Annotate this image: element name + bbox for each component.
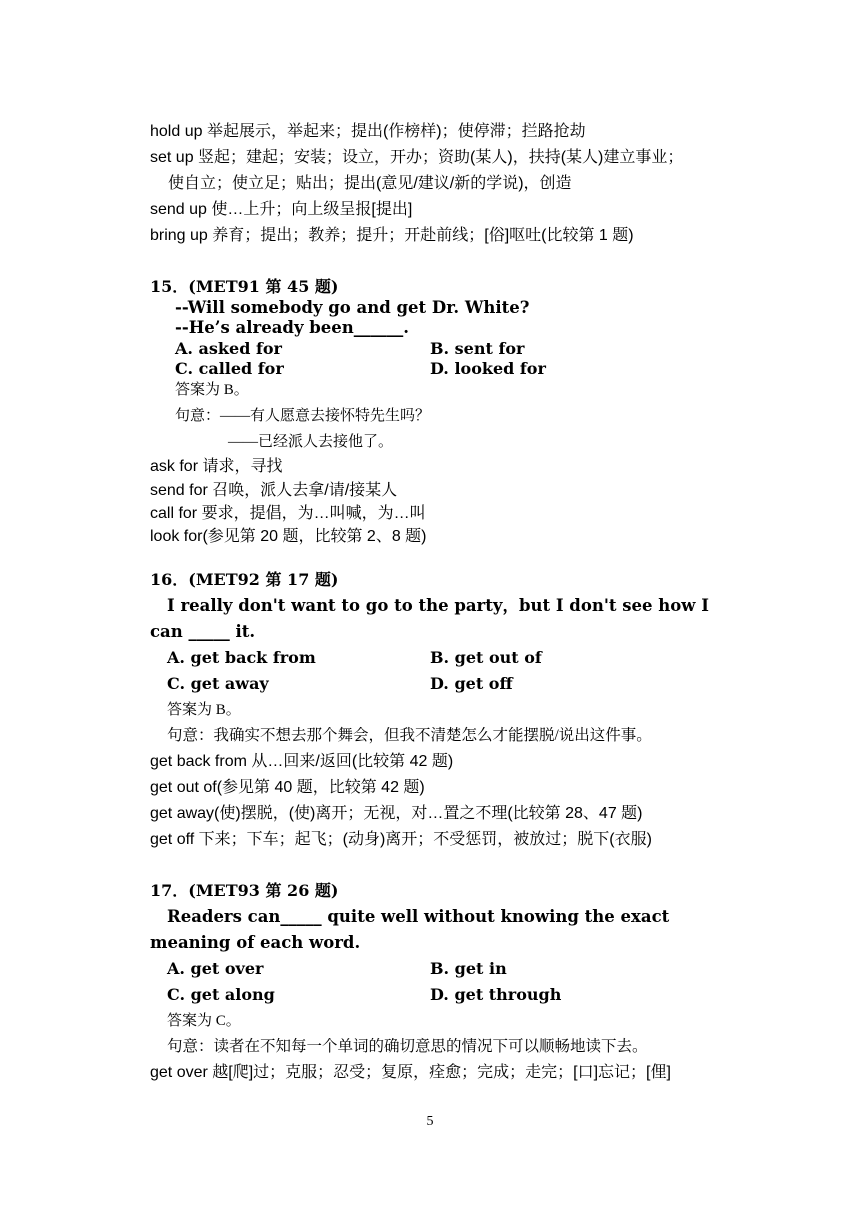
q17-option-d: D. get through <box>430 985 562 1004</box>
q17-option-b: B. get in <box>430 959 507 978</box>
q17-option-c: C. get along <box>167 985 275 1004</box>
q15-option-c: C. called for <box>175 359 284 378</box>
q15-answer: 答案为 B。 <box>175 382 249 398</box>
phrase-hold-up: hold up 举起展示，举起来；提出(作榜样)；使停滞；拦路抢劫 <box>150 123 586 140</box>
page-number: 5 <box>426 1114 434 1129</box>
q16-heading: 16．(MET92 第 17 题) <box>150 570 339 589</box>
q15-stem-line1: --Will somebody go and get Dr. White? <box>175 298 530 317</box>
q17-stem-line1: Readers can_____ quite well without knowing the exact <box>167 907 670 926</box>
q15-option-b: B. sent for <box>430 339 525 358</box>
q16-note-get-back-from: get back from 从…回来/返回(比较第 42 题) <box>150 753 454 770</box>
q16-option-a: A. get back from <box>167 648 316 667</box>
phrase-set-up: set up 竖起；建起；安装；设立，开办；资助(某人)，扶持(某人)建立事业； <box>150 149 684 166</box>
q17-meaning: 句意：读者在不知每一个单词的确切意思的情况下可以顺畅地读下去。 <box>167 1038 648 1055</box>
q16-stem-line1: I really don't want to go to the party，but I don't see how I <box>167 596 709 615</box>
q15-option-d: D. looked for <box>430 359 546 378</box>
q17-option-a: A. get over <box>167 959 264 978</box>
phrase-bring-up: bring up 养育；提出；教养；提升；开赴前线；[俗]呕吐(比较第 1 题) <box>150 227 634 244</box>
phrase-set-up-cont: 使自立；使立足；贴出；提出(意见/建议/新的学说)，创造 <box>168 175 572 192</box>
q16-note-get-out-of: get out of(参见第 40 题，比较第 42 题) <box>150 779 425 796</box>
q16-note-get-away: get away(使)摆脱，(使)离开；无视，对…置之不理(比较第 28、47 题) <box>150 805 643 822</box>
q17-stem-line2: meaning of each word. <box>150 933 361 952</box>
q15-meaning-line2: ——已经派人去接他了。 <box>228 434 394 450</box>
phrase-send-up: send up 使…上升；向上级呈报[提出] <box>150 201 413 218</box>
q15-note-ask-for: ask for 请求，寻找 <box>150 458 283 475</box>
q15-meaning-line1: 句意：——有人愿意去接怀特先生吗？ <box>175 408 431 424</box>
q17-heading: 17．(MET93 第 26 题) <box>150 881 339 900</box>
q16-option-c: C. get away <box>167 674 269 693</box>
q17-note-get-over: get over 越[爬]过；克服；忍受；复原，痊愈；完成；走完；[口]忘记；[俚] <box>150 1064 671 1081</box>
q16-option-b: B. get out of <box>430 648 542 667</box>
q15-option-a: A. asked for <box>175 339 282 358</box>
q16-meaning: 句意：我确实不想去那个舞会，但我不清楚怎么才能摆脱/说出这件事。 <box>167 727 652 744</box>
q15-stem-line2: --He’s already been______. <box>175 318 410 337</box>
q17-answer: 答案为 C。 <box>167 1013 241 1029</box>
q15-note-call-for: call for 要求，提倡，为…叫喊，为…叫 <box>150 505 426 522</box>
q16-option-d: D. get off <box>430 674 513 693</box>
q16-answer: 答案为 B。 <box>167 702 241 718</box>
q15-note-look-for: look for(参见第 20 题，比较第 2、8 题) <box>150 528 427 545</box>
q15-note-send-for: send for 召唤，派人去拿/请/接某人 <box>150 482 398 499</box>
q16-note-get-off: get off 下来；下车；起飞；(动身)离开；不受惩罚，被放过；脱下(衣服) <box>150 831 652 848</box>
q15-heading: 15．(MET91 第 45 题) <box>150 277 339 296</box>
q16-stem-line2: can _____ it. <box>150 622 256 641</box>
